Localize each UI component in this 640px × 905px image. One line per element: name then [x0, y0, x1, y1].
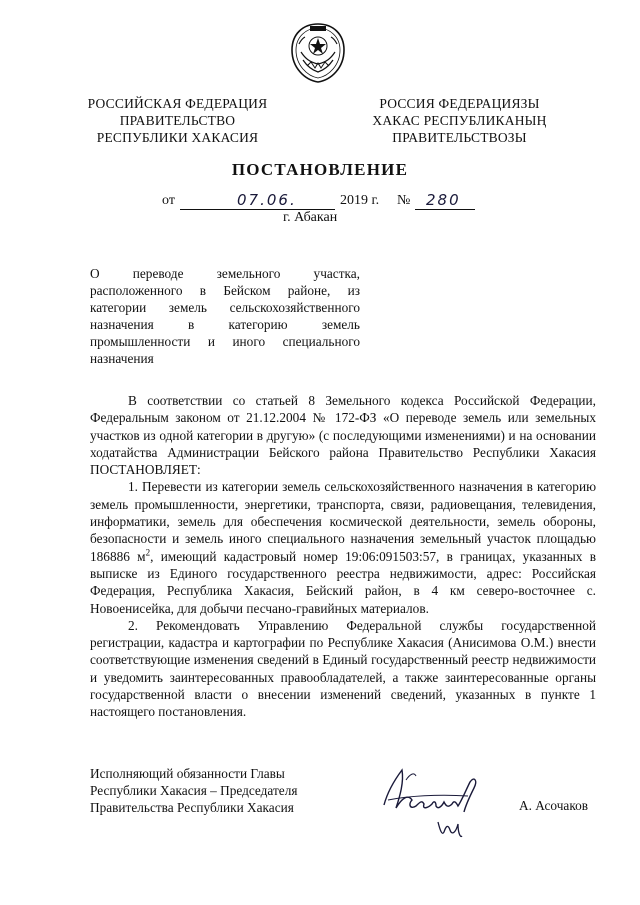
- header-left-line-3: РЕСПУБЛИКИ ХАКАСИЯ: [96, 130, 259, 145]
- handwritten-date: 07.06.: [237, 191, 297, 209]
- header-left-line-2: ПРАВИТЕЛЬСТВО: [119, 113, 236, 128]
- document-subject: О переводе земельного участка, расположенного в Бейском районе, из категории земель сельскохозяйственного назначения в категорию земель промышленности и иного специального назначения: [90, 266, 360, 366]
- header-right-line-1: РОССИЯ ФЕДЕРАЦИЯЗЫ: [379, 96, 540, 111]
- header-right-line-2: ХАКАС РЕСПУБЛИКАНЫҢ: [372, 113, 547, 128]
- item-2-paragraph: 2. Рекомендовать Управлению Федеральной службы государственной регистрации, кадастра и картографии по Республике Хакасия (Анисимова О.М.) внести соответствующие изменения сведений в Единый государственный реестр недвижимости и уведомить заинтересованных правообладателей, а также заинтересованные органы государственной власти о внесении изменений сведений, указанных в пункте 1 настоящего постановления.: [90, 617, 596, 720]
- position-line-3: Правительства Республики Хакасия: [90, 800, 294, 815]
- item-1-text-end: , имеющий кадастровый номер 19:06:091503:57, в границах, указанных в выписке из Единого государственного реестра недвижимости, адрес: Российская Федерация, Республика Хакасия, Бейский район, в 4 км северо-восточнее с. Новоенисейка, для добычи песчано-гравийных материалов.: [90, 548, 596, 616]
- coat-of-arms-emblem: [289, 22, 347, 84]
- header-khakas: [362, 95, 557, 146]
- handwritten-number: 280: [426, 191, 461, 209]
- item-1-text-start: 1. Перевести из категории земель сельскохозяйственного назначения в категорию земель промышленности, энергетики, транспорта, связи, радиовещания, телевидения, информатики, земель для обеспечения космической деятельности, земель обороны, безопасности и земель иного специального назначения земельный участок площадью 186886 м: [90, 479, 596, 564]
- signatory-position: [90, 765, 297, 816]
- preamble-paragraph: В соответствии со статьей 8 Земельного кодекса Российской Федерации, Федеральным законом от 21.12.2004 № 172-ФЗ «О переводе земель или земельных участков из одной категории в другую» (с последующими изменениями) и на основании ходатайства Администрации Бейского района Правительство Республики Хакасия ПОСТАНОВЛЯЕТ:: [90, 393, 596, 478]
- item-1-paragraph: [90, 478, 596, 616]
- date-prefix: от: [162, 193, 175, 208]
- number-sign: №: [397, 193, 411, 208]
- position-line-1: Исполняющий обязанности Главы: [90, 766, 285, 781]
- document-body: [90, 392, 596, 721]
- number-underline: [415, 209, 475, 210]
- document-city: г. Абакан: [283, 210, 338, 225]
- position-line-2: Республики Хакасия – Председателя: [90, 783, 298, 798]
- document-year: 2019 г.: [340, 193, 380, 208]
- signer-name: А. Асочаков: [519, 798, 589, 813]
- header-right-line-3: ПРАВИТЕЛЬСТВОЗЫ: [392, 130, 527, 145]
- handwritten-signature: [378, 760, 488, 845]
- header-russian: [80, 95, 275, 146]
- area-unit-superscript: 2: [145, 547, 151, 558]
- header-left-line-1: РОССИЙСКАЯ ФЕДЕРАЦИЯ: [87, 96, 268, 111]
- document-type-title: ПОСТАНОВЛЕНИЕ: [231, 160, 409, 179]
